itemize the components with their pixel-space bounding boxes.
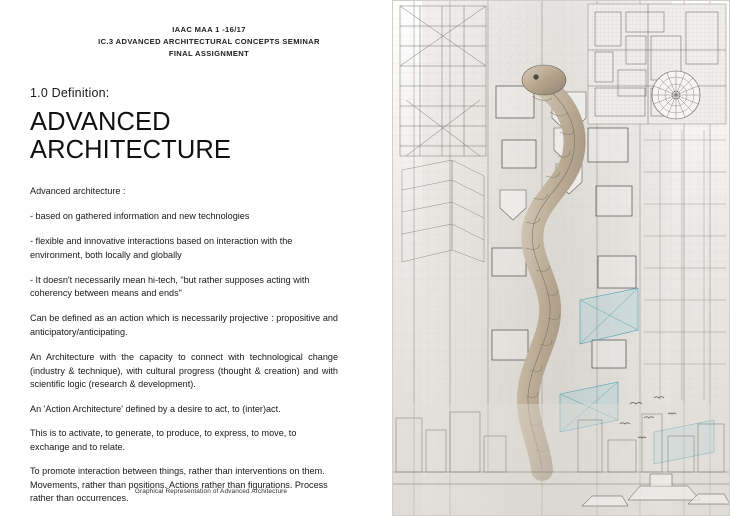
paragraph-activate: This is to activate, to generate, to produce, to express, to move, to exchange and to relate. bbox=[30, 428, 297, 452]
paragraph-capacity: An Architecture with the capacity to connect with technological change (industry & technique), with cultural progress (thought & creation) and with scientific logic (research & development). bbox=[30, 351, 338, 390]
lead-paragraph: Advanced architecture : bbox=[30, 186, 126, 197]
header-course-code: IAAC MAA 1 -16/17 bbox=[172, 25, 246, 34]
bullet-paragraph-3: - It doesn't necessarily mean hi-tech, "but rather supposes acting with coherency between means and ends" bbox=[30, 274, 310, 299]
bullet-paragraph-2: - flexible and innovative interactions based on interaction with the environment, both locally and globally bbox=[30, 235, 293, 260]
body-text bbox=[30, 185, 366, 506]
page-title-line-1: ADVANCED bbox=[30, 108, 171, 137]
header-seminar-name: IC.3 ADVANCED ARCHITECTURAL CONCEPTS SEMINAR bbox=[98, 36, 320, 46]
header-assignment: FINAL ASSIGNMENT bbox=[168, 48, 250, 58]
section-label: 1.0 Definition: bbox=[30, 86, 110, 101]
slide-header bbox=[30, 24, 366, 59]
paragraph-interaction: To promote interaction between things, rather than interventions on them. Movements, rather than positions. Actions rather than figurations. Process rather than occurrences. bbox=[30, 465, 328, 504]
paragraph-definition: Can be defined as an action which is necessarily projective : propositive and anticipatory/anticipating. bbox=[30, 313, 338, 338]
paragraph-action-architecture: An 'Action Architecture' defined by a desire to act, to (inter)act. bbox=[30, 404, 281, 415]
image-caption: Graphical Representation of Advanced Architecture bbox=[134, 488, 288, 495]
bullet-paragraph-1: - based on gathered information and new technologies bbox=[30, 211, 250, 222]
collage-illustration-svg bbox=[392, 0, 730, 516]
page-title-line-2: ARCHITECTURE bbox=[30, 135, 231, 164]
architectural-collage-drawing bbox=[392, 0, 730, 516]
page-title bbox=[30, 109, 366, 164]
